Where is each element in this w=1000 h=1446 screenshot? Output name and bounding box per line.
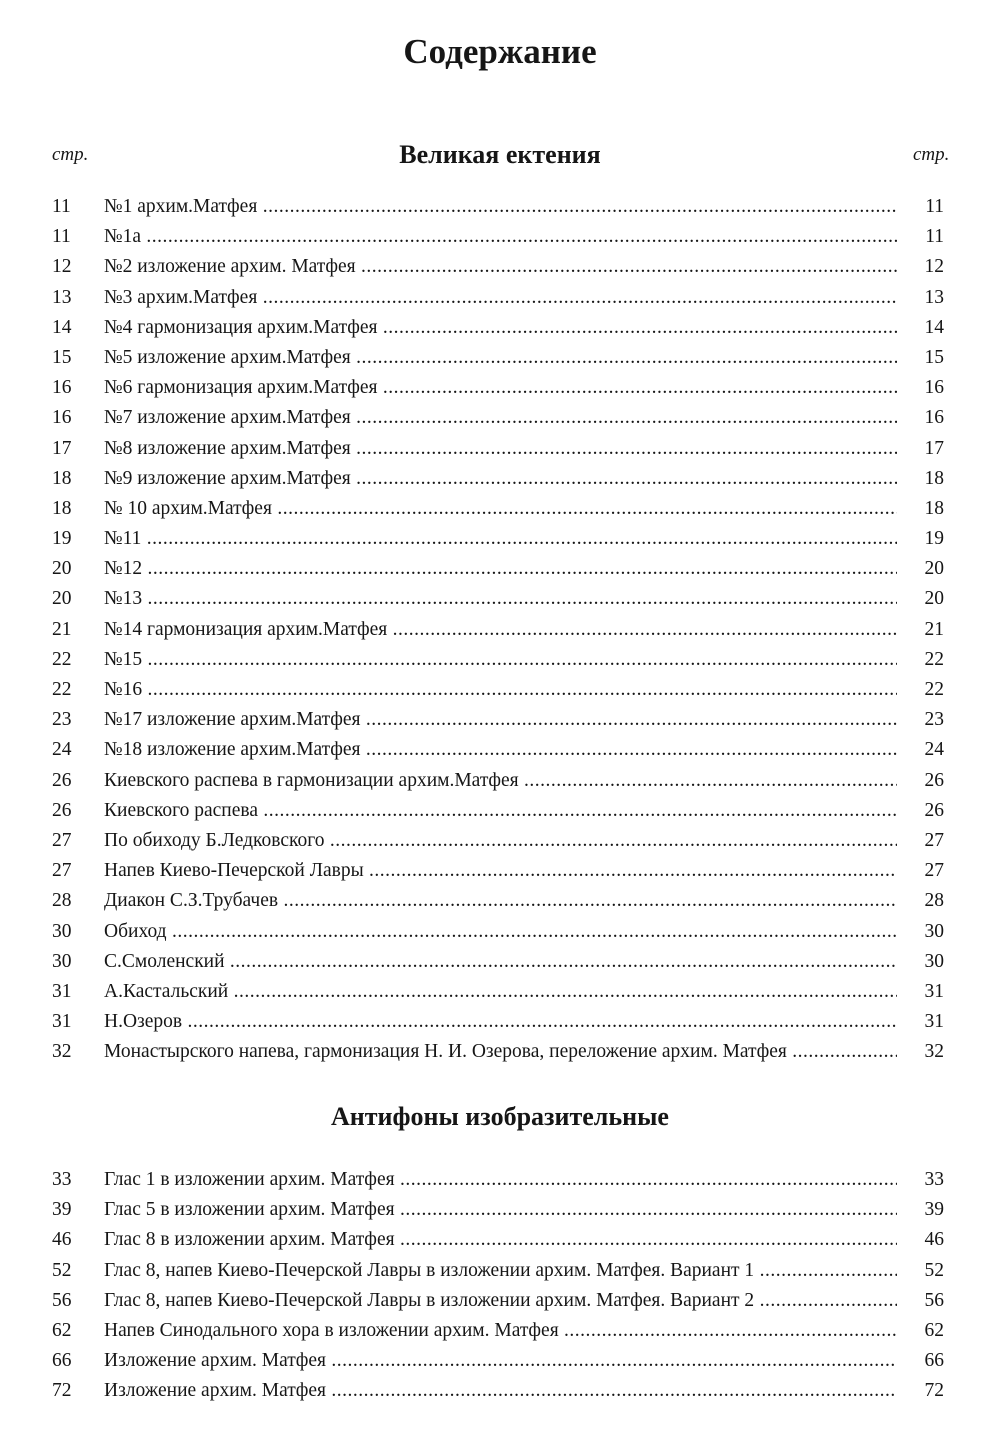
toc-entry-title: Глас 8, напев Киево-Печерской Лавры в изложении архим. Матфея. Вариант 1 .....	[104, 1256, 897, 1286]
toc-row	[0, 735, 1000, 765]
toc-page-number-right: 12	[924, 256, 944, 278]
toc-page-number-left: 20	[52, 558, 72, 580]
toc-page-number-right: 28	[924, 890, 944, 912]
toc-row	[0, 1316, 1000, 1346]
toc-page-number-left: 72	[52, 1380, 72, 1402]
toc-entry-title: Монастырского напева, гармонизация Н. И. Озерова, переложение архим. Матфея .....	[104, 1037, 897, 1067]
toc-row	[0, 584, 1000, 614]
toc-page-number-left: 14	[52, 316, 72, 338]
toc-entry-title: №16 .....	[104, 675, 897, 705]
toc-page-number-left: 30	[52, 920, 72, 942]
toc-page-number-right: 11	[925, 226, 944, 248]
toc-page-number-right: 39	[924, 1199, 944, 1221]
toc-page-number-right: 46	[924, 1229, 944, 1251]
toc-row	[0, 222, 1000, 252]
toc-page-number-right: 27	[924, 829, 944, 851]
toc-page-number-right: 20	[924, 588, 944, 610]
toc-entry-title: С.Смоленский .....	[104, 947, 897, 977]
toc-entry-title: Напев Киево-Печерской Лавры .....	[104, 856, 897, 886]
toc-page-number-right: 27	[924, 860, 944, 882]
toc-page-number-right: 13	[924, 286, 944, 308]
toc-page-number-right: 21	[924, 618, 944, 640]
toc-page-number-left: 20	[52, 588, 72, 610]
toc-entry-title: Глас 8, напев Киево-Печерской Лавры в изложении архим. Матфея. Вариант 2 .....	[104, 1286, 897, 1316]
toc-row	[0, 947, 1000, 977]
toc-row	[0, 796, 1000, 826]
toc-row	[0, 1225, 1000, 1255]
toc-page-number-left: 22	[52, 648, 72, 670]
toc-entry-title: Изложение архим. Матфея .....	[104, 1346, 897, 1376]
toc-page-number-left: 30	[52, 950, 72, 972]
toc-page-number-left: 33	[52, 1169, 72, 1190]
page-column-label-right: стр.	[913, 144, 950, 165]
toc-row	[0, 283, 1000, 313]
toc-row	[0, 1007, 1000, 1037]
toc-row	[0, 403, 1000, 433]
toc-page-number-left: 46	[52, 1229, 72, 1251]
toc-row	[0, 917, 1000, 947]
toc-page-number-right: 33	[924, 1169, 944, 1190]
toc-page-number-left: 32	[52, 1041, 72, 1063]
page-column-label-left: стр.	[52, 144, 89, 165]
toc-row	[0, 464, 1000, 494]
toc-entry-title: №8 изложение архим.Матфея .....	[104, 434, 897, 464]
toc-row	[0, 886, 1000, 916]
toc-page-number-right: 24	[924, 739, 944, 761]
toc-page-number-left: 18	[52, 467, 72, 489]
toc-page-number-right: 52	[924, 1259, 944, 1281]
toc-row	[0, 675, 1000, 705]
toc-page-number-right: 72	[924, 1380, 944, 1402]
toc-entry-title: А.Кастальский .....	[104, 977, 897, 1007]
toc-page-number-right: 14	[924, 316, 944, 338]
toc-entry-title: №11 .....	[104, 524, 897, 554]
toc-row	[0, 1165, 1000, 1195]
toc-row	[0, 192, 1000, 222]
toc-entry-title: Изложение архим. Матфея .....	[104, 1376, 897, 1406]
toc-entry-title: №4 гармонизация архим.Матфея .....	[104, 313, 897, 343]
toc-page-number-left: 16	[52, 377, 72, 399]
toc-row	[0, 1256, 1000, 1286]
toc-page-number-left: 31	[52, 980, 72, 1002]
toc-row	[0, 434, 1000, 464]
toc-row	[0, 766, 1000, 796]
toc-entry-title: Глас 8 в изложении архим. Матфея .....	[104, 1225, 897, 1255]
toc-row	[0, 1195, 1000, 1225]
toc-page-number-left: 11	[52, 196, 71, 217]
toc-entry-title: №13 .....	[104, 584, 897, 614]
toc-page-number-left: 11	[52, 226, 71, 248]
toc-row	[0, 856, 1000, 886]
toc-page-number-left: 52	[52, 1259, 72, 1281]
toc-entry-title: Диакон С.З.Трубачев .....	[104, 886, 897, 916]
toc-entry-title: Киевского распева в гармонизации архим.Матфея .....	[104, 766, 897, 796]
toc-row	[0, 1286, 1000, 1316]
toc-page-number-left: 22	[52, 679, 72, 700]
toc-page-number-left: 27	[52, 860, 72, 882]
toc-page-number-left: 16	[52, 407, 72, 429]
toc-entry-title: №14 гармонизация архим.Матфея .....	[104, 615, 897, 645]
section-title-antifony: Антифоны изобразительные	[331, 1102, 669, 1131]
toc-page-number-right: 31	[924, 980, 944, 1002]
toc-row	[0, 494, 1000, 524]
toc-page-number-right: 11	[925, 196, 944, 217]
toc-row	[0, 252, 1000, 282]
toc-page-number-right: 30	[924, 950, 944, 972]
toc-page-number-right: 66	[924, 1350, 944, 1372]
toc-entry-title: №18 изложение архим.Матфея .....	[104, 735, 897, 765]
toc-row	[0, 977, 1000, 1007]
toc-page-number-left: 62	[52, 1319, 72, 1341]
toc-entry-title: №12 .....	[104, 554, 897, 584]
toc-entry-title: По обиходу Б.Ледковского .....	[104, 826, 897, 856]
toc-entry-title: №17 изложение архим.Матфея .....	[104, 705, 897, 735]
toc-row	[0, 524, 1000, 554]
toc-entry-title: №7 изложение архим.Матфея .....	[104, 403, 897, 433]
toc-page-number-left: 56	[52, 1289, 72, 1311]
toc-page-number-right: 26	[924, 799, 944, 821]
toc-page-number-right: 56	[924, 1289, 944, 1311]
toc-list-velikaya-ektenia	[0, 192, 1000, 1067]
toc-row	[0, 705, 1000, 735]
toc-page-number-left: 27	[52, 829, 72, 851]
toc-page-number-right: 18	[924, 497, 944, 519]
toc-entry-title: Обиход .....	[104, 917, 897, 947]
toc-entry-title: Глас 5 в изложении архим. Матфея .....	[104, 1195, 897, 1225]
toc-entry-title: №1 архим.Матфея .....	[104, 192, 897, 222]
toc-entry-title: Глас 1 в изложении архим. Матфея .....	[104, 1165, 897, 1195]
toc-row	[0, 1037, 1000, 1067]
toc-page-number-left: 12	[52, 256, 72, 278]
toc-page-number-right: 20	[924, 558, 944, 580]
toc-page-number-right: 30	[924, 920, 944, 942]
toc-page-number-right: 17	[924, 437, 944, 459]
toc-page-number-left: 19	[52, 528, 72, 550]
toc-page-number-right: 18	[924, 467, 944, 489]
toc-page-number-right: 19	[924, 528, 944, 550]
toc-page-number-left: 31	[52, 1011, 72, 1033]
toc-page-number-left: 28	[52, 890, 72, 912]
toc-row	[0, 615, 1000, 645]
toc-row	[0, 313, 1000, 343]
toc-list-antifony	[0, 1165, 1000, 1407]
toc-page-number-left: 17	[52, 437, 72, 459]
toc-entry-title: №5 изложение архим.Матфея .....	[104, 343, 897, 373]
toc-page-number-left: 15	[52, 346, 72, 368]
toc-page-number-left: 13	[52, 286, 72, 308]
toc-page-number-left: 26	[52, 799, 72, 821]
toc-row	[0, 343, 1000, 373]
page-title: Содержание	[403, 32, 597, 71]
toc-page-number-right: 15	[924, 346, 944, 368]
toc-entry-title: №2 изложение архим. Матфея .....	[104, 252, 897, 282]
toc-entry-title: №1а .....	[104, 222, 897, 252]
toc-page-number-right: 32	[924, 1041, 944, 1063]
toc-row	[0, 1346, 1000, 1376]
toc-page-number-left: 66	[52, 1350, 72, 1372]
toc-entry-title: №9 изложение архим.Матфея .....	[104, 464, 897, 494]
toc-row	[0, 373, 1000, 403]
toc-row	[0, 1376, 1000, 1406]
toc-page-number-left: 21	[52, 618, 72, 640]
toc-page-number-left: 26	[52, 769, 72, 791]
toc-entry-title: №6 гармонизация архим.Матфея .....	[104, 373, 897, 403]
section-title-velikaya-ektenia: Великая ектения	[399, 140, 601, 169]
toc-entry-title: Киевского распева .....	[104, 796, 897, 826]
toc-page-number-left: 18	[52, 497, 72, 519]
toc-page-number-left: 24	[52, 739, 72, 761]
toc-entry-title: №3 архим.Матфея .....	[104, 283, 897, 313]
toc-page-number-right: 16	[924, 407, 944, 429]
toc-page-number-right: 31	[924, 1011, 944, 1033]
toc-entry-title: №15 .....	[104, 645, 897, 675]
toc-page-number-right: 62	[924, 1319, 944, 1341]
toc-entry-title: Напев Синодального хора в изложении архим. Матфея .....	[104, 1316, 897, 1346]
toc-page-number-left: 23	[52, 709, 72, 731]
toc-entry-title: Н.Озеров .....	[104, 1007, 897, 1037]
toc-row	[0, 554, 1000, 584]
toc-row	[0, 645, 1000, 675]
toc-page-number-right: 16	[924, 377, 944, 399]
toc-page-number-right: 22	[924, 679, 944, 700]
toc-page-number-right: 26	[924, 769, 944, 791]
toc-row	[0, 826, 1000, 856]
toc-page-number-right: 22	[924, 648, 944, 670]
toc-entry-title: № 10 архим.Матфея .....	[104, 494, 897, 524]
toc-page-number-left: 39	[52, 1199, 72, 1221]
toc-page-number-right: 23	[924, 709, 944, 731]
